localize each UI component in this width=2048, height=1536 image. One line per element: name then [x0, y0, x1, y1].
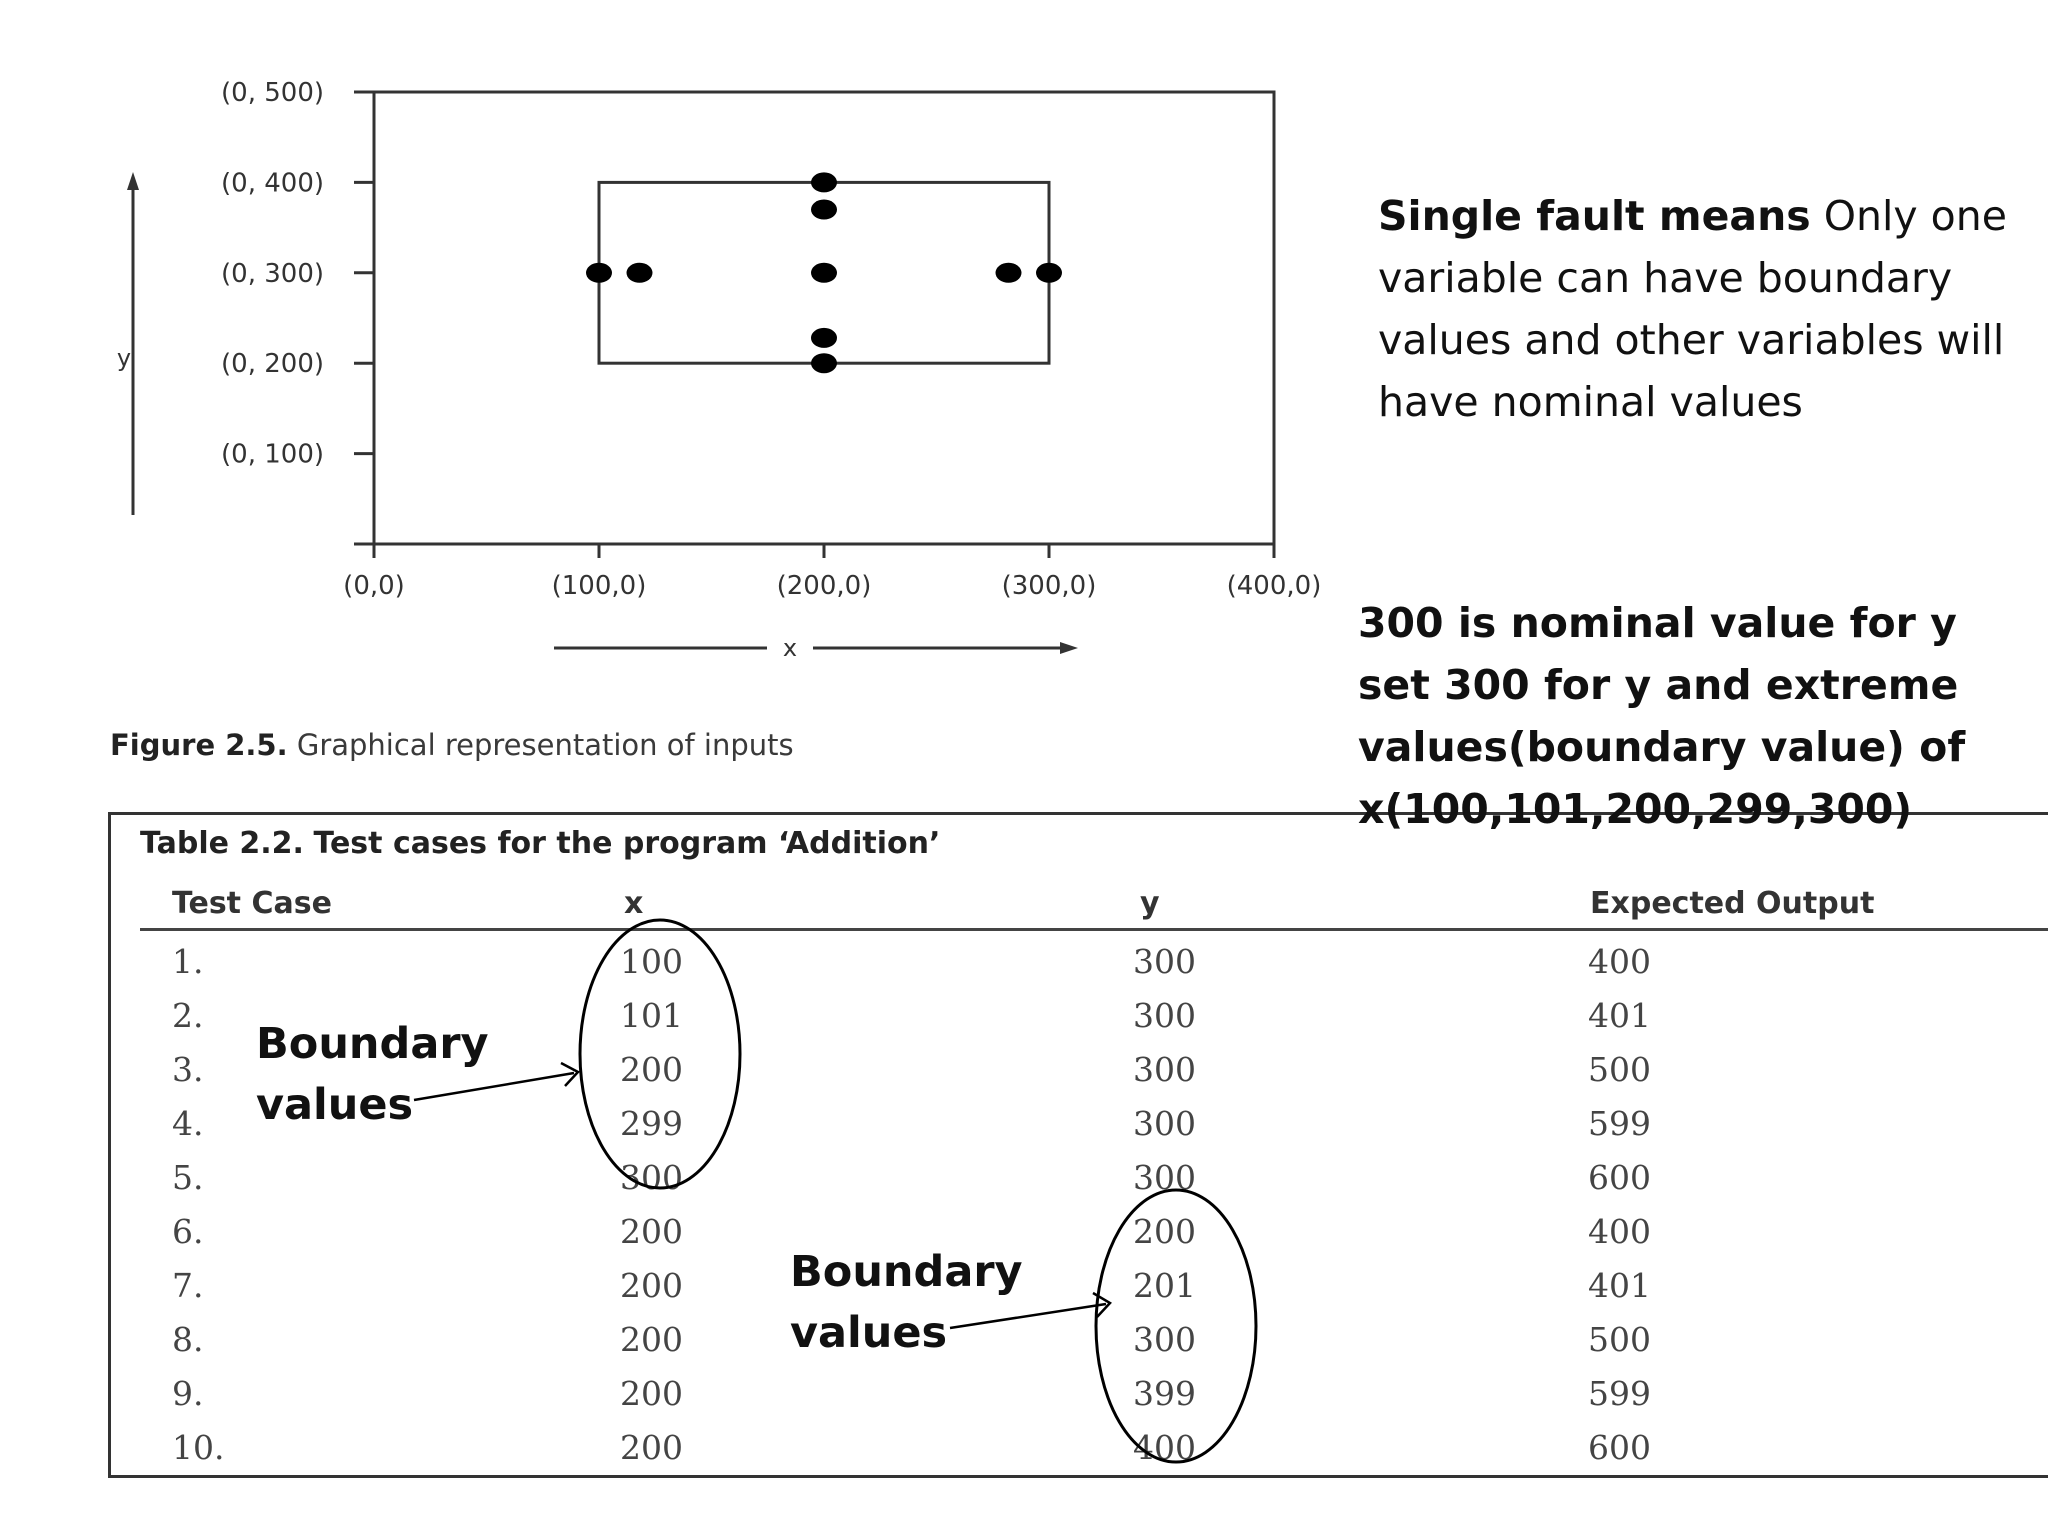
x-tick-label: (200,0) — [776, 571, 872, 601]
cell-x: 200 — [620, 1266, 683, 1305]
y-axis-label: y — [116, 344, 132, 372]
cell-expected-output: 400 — [1588, 1212, 1651, 1251]
table-title-text: Test cases for the program ‘Addition’ — [313, 826, 941, 861]
cell-y: 200 — [1133, 1212, 1196, 1251]
cell-y: 300 — [1133, 1320, 1196, 1359]
cell-test-case: 10. — [172, 1428, 225, 1467]
test-point — [586, 263, 612, 283]
table-row — [0, 1158, 2048, 1212]
x-boundary-annotation — [256, 1014, 489, 1136]
cell-expected-output: 401 — [1588, 1266, 1651, 1305]
cell-x: 200 — [620, 1320, 683, 1359]
y-boundary-annotation — [790, 1242, 1023, 1364]
cell-expected-output: 401 — [1588, 996, 1651, 1035]
test-point — [811, 263, 837, 283]
x-tick-label: (400,0) — [1226, 571, 1322, 601]
input-domain-chart — [0, 0, 1360, 690]
test-point — [1036, 263, 1062, 283]
table-row — [0, 942, 2048, 996]
cell-test-case: 5. — [172, 1158, 204, 1197]
header-x: x — [624, 886, 644, 921]
figure-caption-label: Figure 2.5. — [110, 728, 288, 762]
x-annotation-line-1: Boundary — [256, 1019, 489, 1069]
nominal-note-line-4: x(100,101,200,299,300) — [1358, 785, 1913, 833]
x-axis-label: x — [782, 634, 798, 662]
y-tick-label: (0, 300) — [221, 258, 324, 289]
table-title — [140, 826, 940, 861]
test-point — [811, 200, 837, 220]
table-row — [0, 1320, 2048, 1374]
cell-test-case: 3. — [172, 1050, 204, 1089]
cell-test-case: 1. — [172, 942, 204, 981]
cell-x: 100 — [620, 942, 683, 981]
cell-x: 200 — [620, 1050, 683, 1089]
plot-frame — [374, 92, 1274, 544]
cell-x: 200 — [620, 1212, 683, 1251]
cell-expected-output: 599 — [1588, 1374, 1651, 1413]
cell-test-case: 6. — [172, 1212, 204, 1251]
single-fault-heading: Single fault means — [1378, 192, 1811, 240]
y-axis-ticks — [221, 78, 374, 544]
cell-y: 300 — [1133, 942, 1196, 981]
y-tick-label: (0, 500) — [221, 78, 324, 108]
cell-expected-output: 500 — [1588, 1050, 1651, 1089]
y-annotation-line-2: values — [790, 1308, 948, 1358]
y-annotation-line-1: Boundary — [790, 1247, 1023, 1297]
table-row — [0, 1374, 2048, 1428]
figure-caption-text: Graphical representation of inputs — [296, 728, 794, 762]
y-axis-arrowhead — [127, 172, 139, 190]
cell-y: 300 — [1133, 1050, 1196, 1089]
cell-expected-output: 600 — [1588, 1158, 1651, 1197]
y-tick-label: (0, 100) — [221, 439, 324, 470]
test-point — [996, 263, 1022, 283]
y-tick-label: (0, 400) — [221, 168, 324, 199]
cell-test-case: 9. — [172, 1374, 204, 1413]
cell-test-case: 4. — [172, 1104, 204, 1143]
single-fault-note — [1378, 185, 2018, 433]
cell-test-case: 8. — [172, 1320, 204, 1359]
x-tick-label: (100,0) — [551, 571, 647, 601]
cell-y: 300 — [1133, 1158, 1196, 1197]
header-test-case: Test Case — [172, 886, 332, 921]
figure-caption — [110, 728, 794, 762]
cell-y: 300 — [1133, 996, 1196, 1035]
header-y: y — [1140, 886, 1160, 921]
cell-x: 299 — [620, 1104, 683, 1143]
table-row — [0, 1212, 2048, 1266]
cell-x: 200 — [620, 1374, 683, 1413]
nominal-note-line-1: 300 is nominal value for y — [1358, 599, 1957, 647]
cell-x: 101 — [620, 996, 683, 1035]
cell-x: 300 — [620, 1158, 683, 1197]
table-row — [0, 1428, 2048, 1482]
nominal-value-note — [1358, 592, 2008, 840]
nominal-note-line-2: set 300 for y and extreme — [1358, 661, 1959, 709]
x-tick-label: (0,0) — [343, 571, 405, 601]
cell-expected-output: 600 — [1588, 1428, 1651, 1467]
x-axis-arrowhead — [1060, 642, 1078, 654]
cell-expected-output: 500 — [1588, 1320, 1651, 1359]
cell-expected-output: 400 — [1588, 942, 1651, 981]
table-title-label: Table 2.2. — [140, 826, 304, 861]
nominal-note-line-3: values(boundary value) of — [1358, 723, 1966, 771]
single-fault-text: Only one variable can have boundary values and other variables will have nominal values — [1378, 192, 2007, 426]
test-point — [811, 172, 837, 192]
table-header-rule — [140, 928, 2048, 931]
cell-test-case: 7. — [172, 1266, 204, 1305]
y-tick-label: (0, 200) — [221, 349, 324, 380]
cell-x: 200 — [620, 1428, 683, 1467]
cell-expected-output: 599 — [1588, 1104, 1651, 1143]
test-point — [811, 353, 837, 373]
cell-y: 399 — [1133, 1374, 1196, 1413]
table-row — [0, 1266, 2048, 1320]
test-points — [586, 172, 1062, 373]
cell-y: 201 — [1133, 1266, 1196, 1305]
x-annotation-line-2: values — [256, 1080, 414, 1130]
x-tick-label: (300,0) — [1001, 571, 1097, 601]
cell-y: 400 — [1133, 1428, 1196, 1467]
x-axis-ticks — [343, 544, 1321, 601]
header-expected-output: Expected Output — [1590, 886, 1875, 921]
cell-test-case: 2. — [172, 996, 204, 1035]
test-point — [811, 328, 837, 348]
cell-y: 300 — [1133, 1104, 1196, 1143]
test-point — [627, 263, 653, 283]
